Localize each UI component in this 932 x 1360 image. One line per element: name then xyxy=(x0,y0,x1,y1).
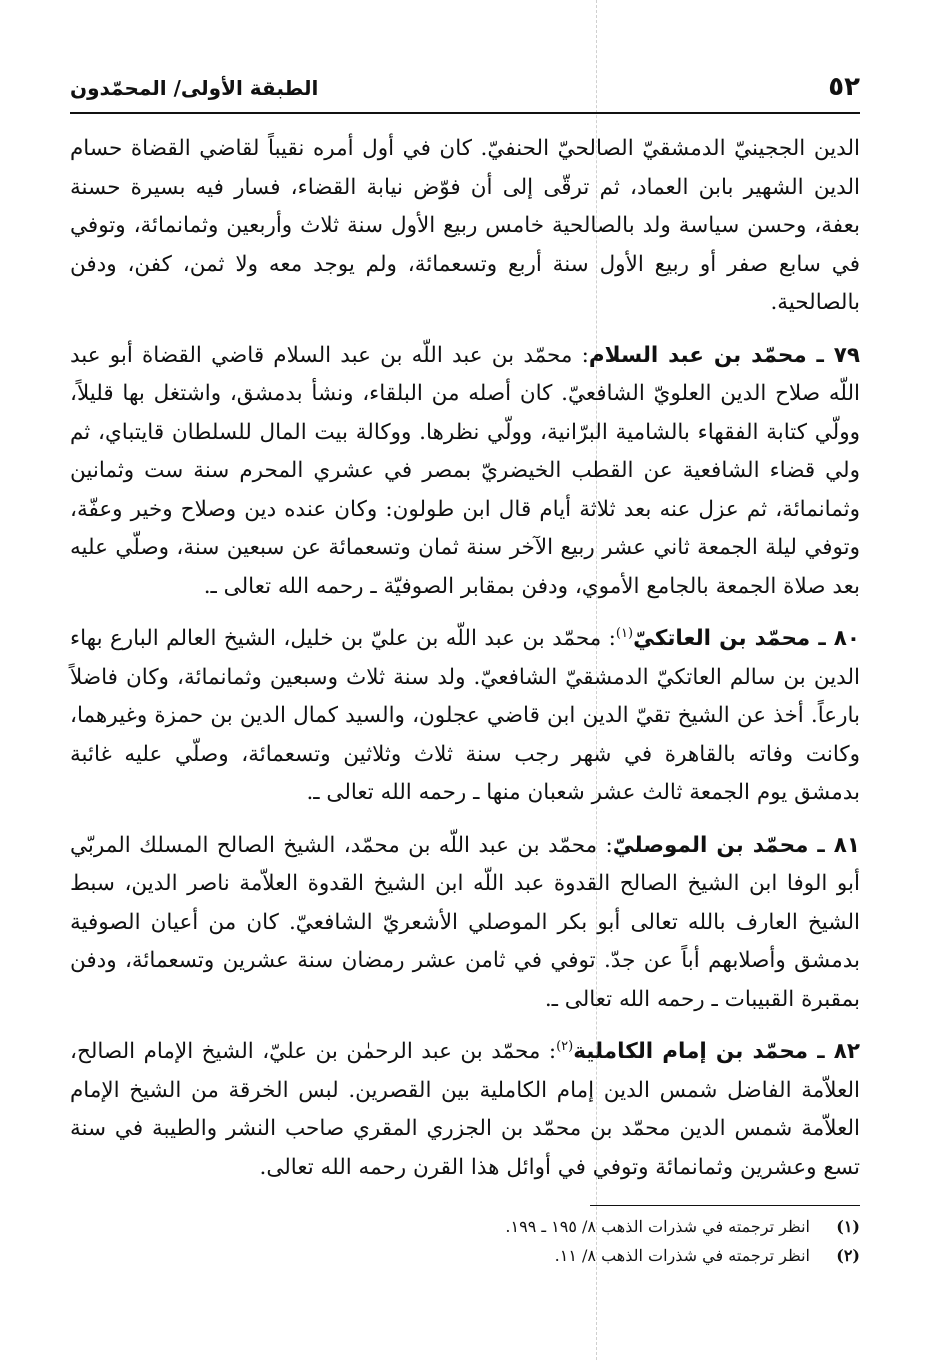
footnote-ref: (١) xyxy=(615,625,634,641)
page-header xyxy=(70,72,860,114)
running-title: الطبقة الأولى/ المحمّدون xyxy=(70,76,319,100)
body-text xyxy=(70,130,860,1187)
footnote-2 xyxy=(70,1241,860,1270)
entry-heading: ٨٢ ـ محمّد بن إمام الكاملية xyxy=(573,1039,860,1064)
paragraph-text: الدين الججينيّ الدمشقيّ الصالحيّ الحنفيّ. كان في أول أمره نقيباً لقاضي القضاة حسام الدين الشهير بابن العماد، ثم ترقّى إلى أن فوّض نيابة القضاء، فسار فيه بسيرة حسنة بعفة، وحسن سياسة ولد بالصالحية خامس ربيع الأول سنة ثلاث وأربعين وثمانمائة، وتوفي في سابع صفر أو ربيع الأول سنة أربع وتسعمائة، ولم يوجد معه ولا ثمن، كفن، ودفن بالصالحية. xyxy=(70,136,860,315)
entry-79 xyxy=(70,337,860,607)
footnote-number: (٢) xyxy=(836,1246,860,1265)
entry-text: : محمّد بن عبد الرحمٰن بن عليّ، الشيخ الإمام الصالح، العلاّمة الفاضل شمس الدين إمام الكاملية بين القصرين. لبس الخرقة من الشيخ الإمام العلاّمة شمس الدين محمّد بن محمّد بن الجزري المقري صاحب النشر والطيبة في سنة تسع وعشرين وثمانمائة وتوفي في أوائل هذا القرن رحمه الله تعالى. xyxy=(70,1039,860,1180)
footnote-ref: (٢) xyxy=(556,1038,574,1054)
entry-text: : محمّد بن عبد اللّه بن محمّد، الشيخ الصالح المسلك المربّي أبو الوفا ابن الشيخ الصالح القدوة عبد اللّه ابن الشيخ القدوة العلاّمة ناصر الدين، سبط الشيخ العارف بالله تعالى أبو بكر الموصلي الأشعريّ الشافعيّ. كان من أعيان الصوفية بدمشق وأصلابهم أباً عن جدّ. توفي في ثامن عشر رمضان سنة عشرين وتسعمائة، ودفن بمقبرة القبيبات ـ رحمه الله تعالى ـ. xyxy=(70,832,860,1012)
entry-81 xyxy=(70,827,860,1020)
page-number: ٥٢ xyxy=(828,72,860,102)
footnote-text: انظر ترجمته في شذرات الذهب ٨/ ١٩٥ ـ ١٩٩. xyxy=(505,1217,810,1236)
entry-82 xyxy=(70,1033,860,1187)
entry-heading: ٧٩ ـ محمّد بن عبد السلام xyxy=(588,342,860,368)
footnote-number: (١) xyxy=(836,1217,860,1236)
entry-text: : محمّد بن عبد اللّه بن عبد السلام قاضي القضاة أبو عبد اللّه صلاح الدين العلويّ الشافعيّ. كان أصله من البلقاء، ونشأ بدمشق، واشتغل بها قليلاً، وولّي كتابة الفقهاء بالشامية البرّانية، وولّي نظرها. ووكالة بيت المال للسلطان قايتباي، ثم ولي قضاء الشافعية عن القطب الخيضريّ بمصر في عشري المحرم سنة ست وثمانين وثمانمائة، ثم عزل عنه بعد ثلاثة أيام قال ابن طولون: وكان عنده دين وصلاح وخير وعفّة، وتوفي ليلة الجمعة ثاني عشر ربيع الآخر سنة ثمان وتسعمائة عن سبعين سنة، وصلّي عليه بعد صلاة الجمعة بالجامع الأموي، ودفن بمقابر الصوفيّة ـ رحمه الله تعالى ـ. xyxy=(70,342,860,599)
book-page xyxy=(70,72,860,1270)
entry-heading: ٨٠ ـ محمّد بن العاتكيّ xyxy=(633,626,860,651)
footnote-separator xyxy=(590,1205,860,1206)
entry-heading: ٨١ ـ محمّد بن الموصليّ xyxy=(612,832,860,858)
paragraph-continuation xyxy=(70,130,860,323)
entry-text: : محمّد بن عبد اللّه بن عليّ بن خليل، الشيخ العالم البارع بهاء الدين بن سالم العاتكيّ الدمشقيّ الشافعيّ. ولد سنة ثلاث وسبعين وثمانمائة، وكان فاضلاً بارعاً. أخذ عن الشيخ تقيّ الدين ابن قاضي عجلون، والسيد كمال الدين بن حمزة وغيرهما، وكانت وفاته بالقاهرة في شهر رجب سنة ثلاث وثلاثين وتسعمائة، وصلّي عليه غائبة بدمشق يوم الجمعة ثالث عشر شعبان منها ـ رحمه الله تعالى ـ. xyxy=(70,626,860,805)
footnote-1 xyxy=(70,1212,860,1241)
entry-80 xyxy=(70,620,860,813)
footnote-text: انظر ترجمته في شذرات الذهب ٨/ ١١. xyxy=(554,1246,810,1265)
